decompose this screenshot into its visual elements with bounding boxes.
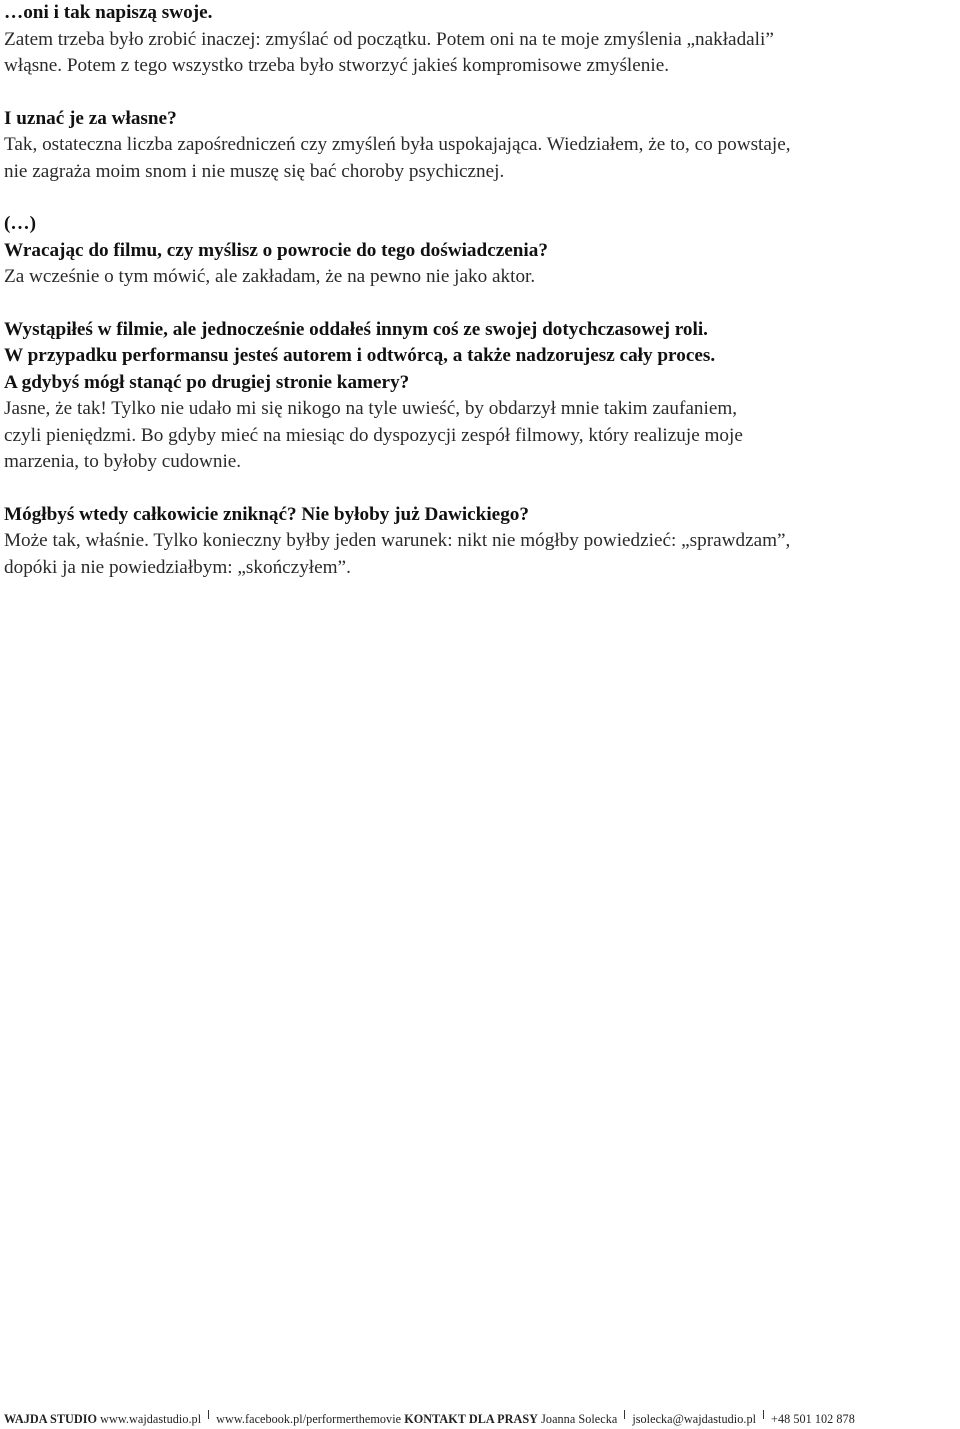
interview-block-3 <box>4 211 960 291</box>
answer-line: marzenia, to byłoby cudownie. <box>4 451 242 472</box>
interview-text <box>4 0 960 581</box>
footer-separator <box>208 1410 209 1419</box>
footer-separator <box>624 1410 625 1419</box>
footer-phone: +48 501 102 878 <box>771 1412 855 1426</box>
question-line: A gdybyś mógł stanąć po drugiej stronie kamery? <box>4 371 410 393</box>
footer-contact-label: KONTAKT DLA PRASY <box>404 1412 539 1426</box>
page-footer <box>4 1410 855 1427</box>
footer-email-link[interactable]: jsolecka@wajdastudio.pl <box>632 1412 757 1426</box>
question-line: Wracając do filmu, czy myślisz o powrocie do tego doświadczenia? <box>4 239 548 261</box>
answer-line: dopóki ja nie powiedziałbym: „skończyłem”. <box>4 556 351 578</box>
question-line: I uznać je za własne? <box>4 107 177 129</box>
footer-separator <box>763 1410 764 1419</box>
footer-contact-name: Joanna Solecka <box>541 1412 618 1426</box>
answer-line: Zatem trzeba było zrobić inaczej: zmyślać od początku. Potem oni na te moje zmyślenia „nakładali” <box>4 28 774 50</box>
answer-line: Za wcześnie o tym mówić, ale zakładam, że na pewno nie jako aktor. <box>4 266 536 287</box>
answer-line: włąsne. Potem z tego wszystko trzeba było stworzyć jakieś kompromisowe zmyślenie. <box>4 55 670 76</box>
ellipsis-marker: (…) <box>4 213 36 234</box>
question-line: Wystąpiłeś w filmie, ale jednocześnie oddałeś innym coś ze swojej dotychczasowej roli. <box>4 318 708 340</box>
footer-brand: WAJDA STUDIO <box>4 1412 98 1426</box>
answer-line: Jasne, że tak! Tylko nie udało mi się nikogo na tyle uwieść, by obdarzył mnie takim zaufaniem, <box>4 398 738 419</box>
question-line: Mógłbyś wtedy całkowicie zniknąć? Nie byłoby już Dawickiego? <box>4 503 529 525</box>
footer-website-link[interactable]: www.wajdastudio.pl <box>100 1412 202 1426</box>
question-line: W przypadku performansu jesteś autorem i odtwórcą, a także nadzorujesz cały proces. <box>4 345 716 366</box>
interview-block-2 <box>4 106 960 186</box>
paragraph-gap <box>4 291 960 317</box>
question-line: …oni i tak napiszą swoje. <box>4 2 213 23</box>
answer-line: nie zagraża moim snom i nie muszę się bać choroby psychicznej. <box>4 160 505 182</box>
interview-block-1 <box>4 0 960 80</box>
paragraph-gap <box>4 80 960 106</box>
interview-block-4 <box>4 317 960 476</box>
answer-line: Tak, ostateczna liczba zapośredniczeń czy zmyśleń była uspokajająca. Wiedziałem, że to, co powstaje, <box>4 134 791 155</box>
answer-line: czyli pieniędzmi. Bo gdyby mieć na miesiąc do dyspozycji zespół filmowy, który realizuje moje <box>4 424 743 446</box>
paragraph-gap <box>4 476 960 502</box>
answer-line: Może tak, właśnie. Tylko konieczny byłby jeden warunek: nikt nie mógłby powiedzieć: „sprawdzam”, <box>4 530 791 551</box>
paragraph-gap <box>4 185 960 211</box>
footer-facebook-link[interactable]: www.facebook.pl/performerthemovie <box>216 1412 402 1426</box>
interview-block-5 <box>4 502 960 582</box>
